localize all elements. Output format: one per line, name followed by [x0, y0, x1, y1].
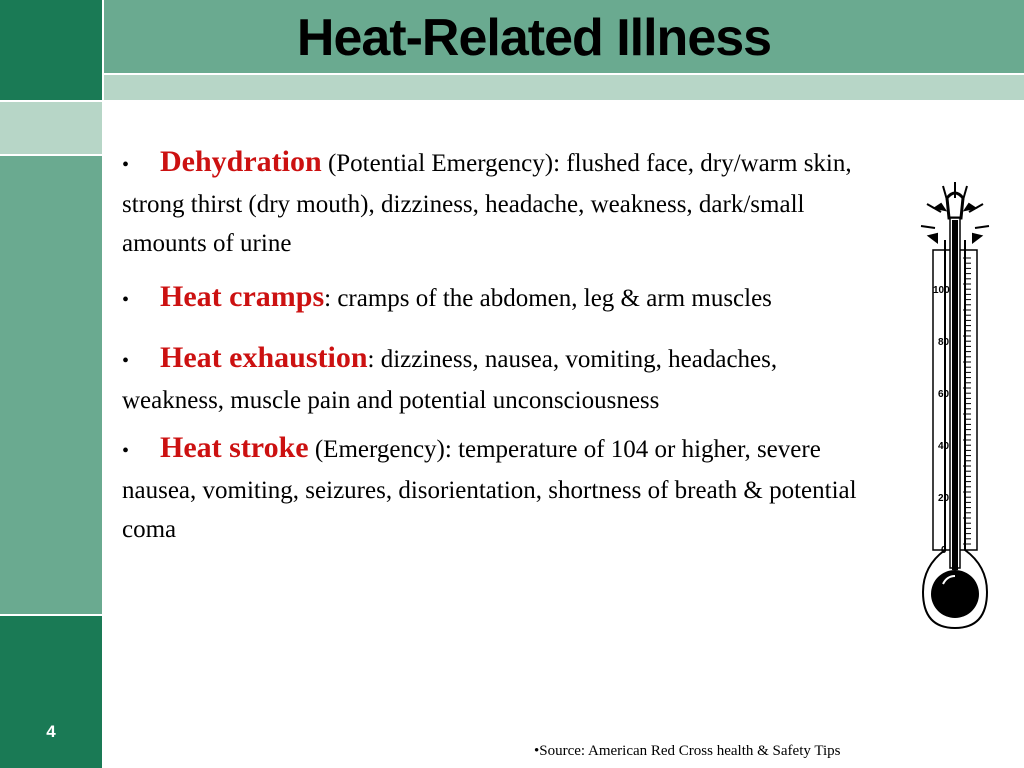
bullet-marker: • [122, 440, 130, 462]
desc-heat-stroke: (Emergency): temperature of 104 or higher, severe nausea, vomiting, seizures, disorientation, shortness of breath & potential coma [122, 436, 857, 543]
desc-dehydration: (Potential Emergency): flushed face, dry/warm skin, strong thirst (dry mouth), dizziness, headache, weakness, dark/small amounts of urine [122, 150, 852, 257]
thermometer-bulb [931, 570, 979, 618]
title-band-light [104, 75, 1024, 100]
left-block-bottom [0, 616, 102, 768]
thermometer-illustration [905, 178, 1005, 633]
scale-label-100: 100 [933, 285, 950, 296]
bullet-heat-cramps [122, 277, 882, 320]
scale-label-40: 40 [938, 441, 950, 452]
bullet-marker: • [122, 350, 130, 372]
bullet-heat-exhaustion [122, 338, 882, 420]
page-number: 4 [46, 722, 56, 741]
desc-heat-cramps: : cramps of the abdomen, leg & arm muscles [324, 285, 772, 312]
scale-label-0: 0 [941, 545, 947, 556]
bullet-dehydration [122, 142, 882, 263]
desc-heat-exhaustion: : dizziness, nausea, vomiting, headaches, weakness, muscle pain and potential unconsciousness [122, 346, 778, 414]
scale-label-80: 80 [938, 337, 950, 348]
bullet-marker: • [122, 289, 130, 311]
term-heat-exhaustion: Heat exhaustion [160, 341, 368, 374]
term-dehydration: Dehydration [160, 145, 322, 178]
left-block-middle [0, 156, 102, 614]
term-heat-cramps: Heat cramps [160, 280, 325, 313]
bullet-list [122, 142, 882, 549]
left-decor-column [0, 0, 102, 768]
mercury-column [952, 220, 958, 570]
source-citation: •Source: American Red Cross health & Safety Tips [534, 743, 841, 759]
bullet-marker: • [122, 154, 130, 176]
left-block-light [0, 102, 102, 154]
term-heat-stroke: Heat stroke [160, 431, 309, 464]
scale-label-20: 20 [938, 493, 950, 504]
scale-label-60: 60 [938, 389, 950, 400]
bullet-heat-stroke [122, 428, 882, 549]
left-block-top [0, 0, 102, 100]
slide-title: Heat-Related Illness [296, 9, 772, 67]
